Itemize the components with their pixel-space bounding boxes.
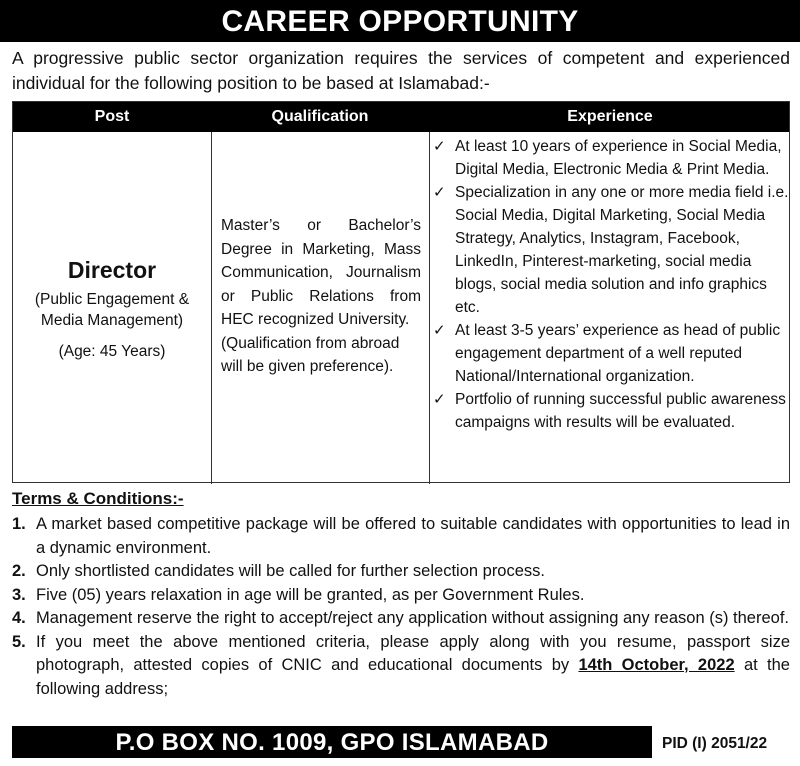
experience-item: [433, 319, 789, 388]
experience-item: [433, 388, 789, 434]
item-text: If you meet the above mentioned criteria, please apply along with you resume, passport size photograph, attested copies of CNIC and educational documents by: [36, 632, 790, 674]
item-number: 1.: [12, 515, 26, 533]
experience-cell: [433, 135, 789, 434]
list-item: [12, 513, 790, 560]
item-text: Five (05) years relaxation in age will be granted, as per Government Rules.: [36, 585, 585, 604]
experience-text: At least 3-5 years’ experience as head of public engagement department of a well reputed National/International organization.: [455, 322, 781, 385]
item-text: at the following address;: [36, 656, 790, 698]
page-title: CAREER OPPORTUNITY: [0, 0, 800, 42]
qualification-note: (Qualification from abroad will be given preference).: [221, 334, 400, 375]
pid-number: PID (I) 2051/22: [662, 735, 768, 752]
qualification-text: Master’s or Bachelor’s Degree in Marketing, Mass Communication, Journalism or Public Relations from HEC recognized University.: [221, 217, 421, 328]
experience-item: [433, 135, 789, 181]
check-mark-icon: ✓: [433, 321, 446, 339]
item-text: Only shortlisted candidates will be called for further selection process.: [36, 562, 545, 580]
item-text: Management reserve the right to accept/reject any application without assigning any reason (s) thereof.: [36, 609, 789, 627]
post-age: (Age: 45 Years): [58, 342, 166, 360]
item-number: 5.: [12, 632, 26, 651]
list-item: [12, 584, 790, 608]
list-item: [12, 607, 790, 631]
qualification-cell: [221, 214, 421, 379]
post-title: Director: [67, 256, 157, 283]
table-header-row: [13, 102, 789, 132]
header-qualification: Qualification: [271, 108, 369, 125]
header-experience: Experience: [567, 108, 653, 125]
deadline-date: 14th October, 2022: [578, 656, 735, 674]
intro-text: A progressive public sector organization requires the services of competent and experienced individual for the following position to be based at Islamabad:-: [12, 48, 790, 93]
item-number: 3.: [12, 585, 26, 604]
header-post: Post: [94, 108, 130, 125]
post-cell: [13, 132, 211, 484]
terms-list: [12, 513, 790, 701]
list-item: [12, 631, 790, 702]
experience-text: At least 10 years of experience in Social Media, Digital Media, Electronic Media & Print Media.: [455, 138, 782, 178]
terms-heading: Terms & Conditions:-: [12, 489, 184, 508]
check-mark-icon: ✓: [433, 183, 446, 201]
experience-text: Specialization in any one or more media field i.e. Social Media, Digital Marketing, Social Media Strategy, Analytics, Instagram, Facebook, LinkedIn, Pinterest-marketing, social media blogs, social media solution and info graphics etc.: [455, 184, 789, 316]
list-item: [12, 560, 790, 584]
item-number: 4.: [12, 609, 26, 627]
experience-text: Portfolio of running successful public awareness campaigns with results will be evaluated.: [455, 391, 786, 431]
item-text: A market based competitive package will be offered to suitable candidates with opportunities to lead in a dynamic environment.: [36, 515, 790, 557]
check-mark-icon: ✓: [433, 390, 446, 408]
experience-item: [433, 181, 789, 319]
item-number: 2.: [12, 562, 26, 580]
postal-address: P.O BOX NO. 1009, GPO ISLAMABAD: [12, 726, 652, 758]
column-divider: [429, 132, 430, 484]
post-subtitle: (Public Engagement & Media Management): [34, 290, 190, 329]
column-divider: [211, 132, 212, 484]
position-table: [12, 101, 790, 483]
check-mark-icon: ✓: [433, 137, 446, 155]
